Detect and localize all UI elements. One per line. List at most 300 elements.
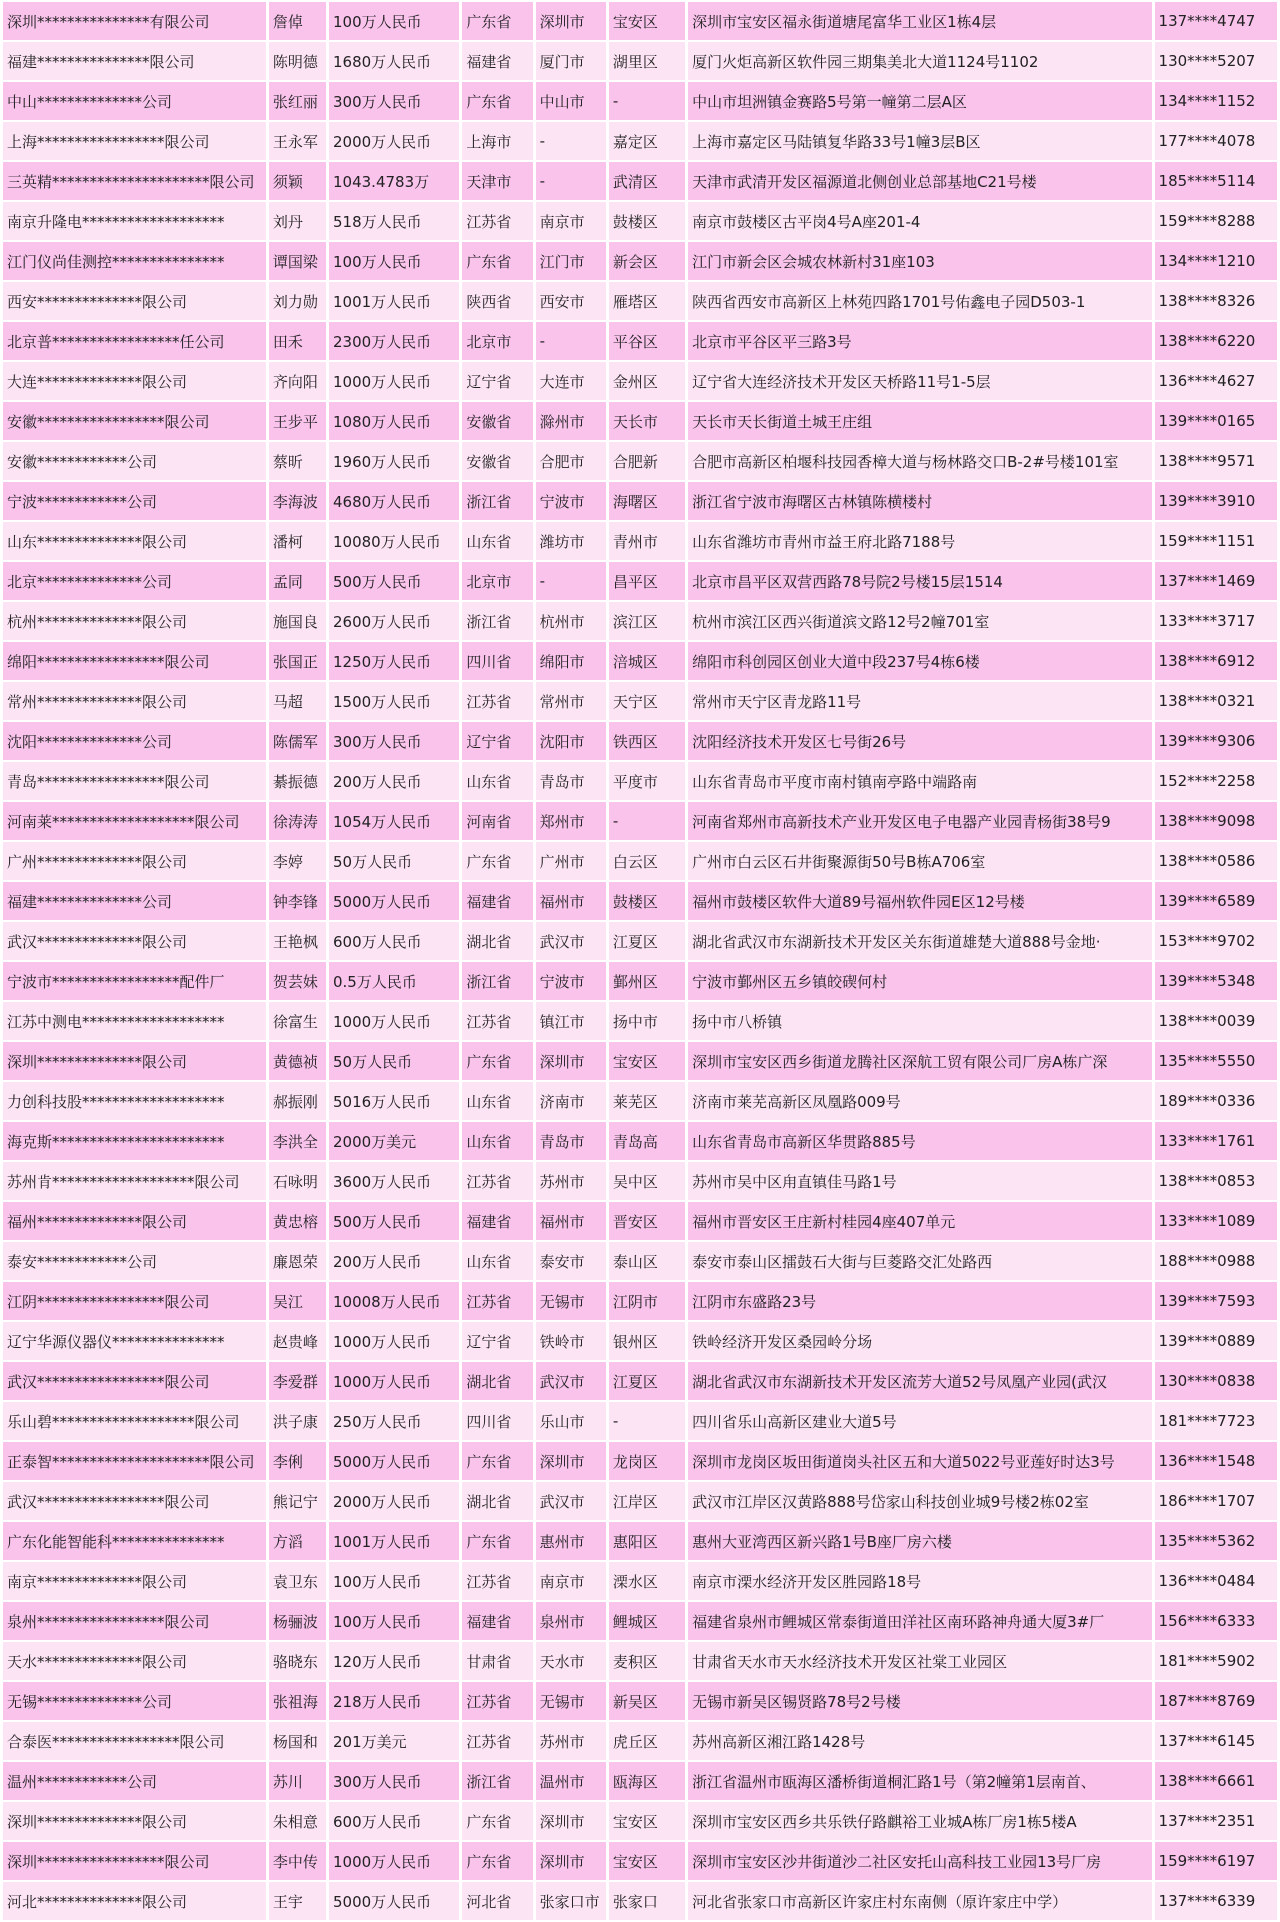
city-cell: 绵阳市 [536, 642, 606, 680]
legal-person-cell: 杨国和 [269, 1722, 326, 1760]
phone-cell: 159****6197 [1155, 1842, 1277, 1880]
city-cell: 镇江市 [536, 1002, 606, 1040]
city-cell: 泉州市 [536, 1602, 606, 1640]
district-cell: 江岸区 [609, 1482, 685, 1520]
company-name-cell: 辽宁华源仪器仪*************** [3, 1322, 266, 1360]
company-name-cell: 安徽*****************限公司 [3, 402, 266, 440]
phone-cell: 136****4627 [1155, 362, 1277, 400]
district-cell: 鄞州区 [609, 962, 685, 1000]
phone-cell: 159****1151 [1155, 522, 1277, 560]
company-name-cell: 深圳***************有限公司 [3, 2, 266, 40]
district-cell: 鲤城区 [609, 1602, 685, 1640]
phone-cell: 133****3717 [1155, 602, 1277, 640]
city-cell: 宁波市 [536, 962, 606, 1000]
registered-capital-cell: 300万人民币 [329, 722, 459, 760]
phone-cell: 138****0586 [1155, 842, 1277, 880]
legal-person-cell: 方滔 [269, 1522, 326, 1560]
legal-person-cell: 熊记宁 [269, 1482, 326, 1520]
company-name-cell: 北京普*****************任公司 [3, 322, 266, 360]
phone-cell: 138****8326 [1155, 282, 1277, 320]
city-cell: - [536, 162, 606, 200]
address-cell: 南京市鼓楼区古平岗4号A座201-4 [688, 202, 1151, 240]
table-row [3, 722, 1277, 760]
registered-capital-cell: 10008万人民币 [329, 1282, 459, 1320]
company-name-cell: 南京**************限公司 [3, 1562, 266, 1600]
table-row [3, 42, 1277, 80]
city-cell: 福州市 [536, 1202, 606, 1240]
phone-cell: 133****1761 [1155, 1122, 1277, 1160]
table-row [3, 602, 1277, 640]
province-cell: 上海市 [462, 122, 532, 160]
phone-cell: 138****9098 [1155, 802, 1277, 840]
company-name-cell: 杭州**************限公司 [3, 602, 266, 640]
district-cell: 晋安区 [609, 1202, 685, 1240]
phone-cell: 139****0165 [1155, 402, 1277, 440]
company-name-cell: 宁波************公司 [3, 482, 266, 520]
address-cell: 深圳市宝安区福永街道塘尾富华工业区1栋4层 [688, 2, 1151, 40]
province-cell: 山东省 [462, 1122, 532, 1160]
legal-person-cell: 王宇 [269, 1882, 326, 1920]
table-row [3, 162, 1277, 200]
province-cell: 浙江省 [462, 1762, 532, 1800]
province-cell: 湖北省 [462, 1482, 532, 1520]
address-cell: 惠州大亚湾西区新兴路1号B座厂房六楼 [688, 1522, 1151, 1560]
province-cell: 广东省 [462, 842, 532, 880]
district-cell: 青岛高 [609, 1122, 685, 1160]
registered-capital-cell: 100万人民币 [329, 1602, 459, 1640]
table-row [3, 1282, 1277, 1320]
address-cell: 北京市昌平区双营西路78号院2号楼15层1514 [688, 562, 1151, 600]
district-cell: 嘉定区 [609, 122, 685, 160]
province-cell: 辽宁省 [462, 362, 532, 400]
province-cell: 山东省 [462, 522, 532, 560]
city-cell: 深圳市 [536, 1842, 606, 1880]
district-cell: 莱芜区 [609, 1082, 685, 1120]
address-cell: 北京市平谷区平三路3号 [688, 322, 1151, 360]
legal-person-cell: 廉恩荣 [269, 1242, 326, 1280]
company-name-cell: 乐山碧*******************限公司 [3, 1402, 266, 1440]
company-name-cell: 河北**************限公司 [3, 1882, 266, 1920]
phone-cell: 134****1210 [1155, 242, 1277, 280]
table-row [3, 682, 1277, 720]
province-cell: 辽宁省 [462, 722, 532, 760]
district-cell: 江阴市 [609, 1282, 685, 1320]
table-row [3, 1242, 1277, 1280]
legal-person-cell: 张红丽 [269, 82, 326, 120]
city-cell: 武汉市 [536, 1362, 606, 1400]
district-cell: 张家口 [609, 1882, 685, 1920]
phone-cell: 138****0039 [1155, 1002, 1277, 1040]
company-name-cell: 沈阳**************公司 [3, 722, 266, 760]
city-cell: - [536, 322, 606, 360]
address-cell: 厦门火炬高新区软件园三期集美北大道1124号1102 [688, 42, 1151, 80]
province-cell: 福建省 [462, 1202, 532, 1240]
legal-person-cell: 杨骊波 [269, 1602, 326, 1640]
city-cell: 温州市 [536, 1762, 606, 1800]
company-name-cell: 福建**************公司 [3, 882, 266, 920]
table-row [3, 282, 1277, 320]
company-name-cell: 绵阳*****************限公司 [3, 642, 266, 680]
legal-person-cell: 陈明德 [269, 42, 326, 80]
table-row [3, 1682, 1277, 1720]
district-cell: 江夏区 [609, 922, 685, 960]
table-row [3, 322, 1277, 360]
province-cell: 广东省 [462, 82, 532, 120]
province-cell: 浙江省 [462, 482, 532, 520]
company-name-cell: 福建***************限公司 [3, 42, 266, 80]
phone-cell: 137****6145 [1155, 1722, 1277, 1760]
address-cell: 河北省张家口市高新区许家庄村东南侧（原许家庄中学） [688, 1882, 1151, 1920]
city-cell: - [536, 122, 606, 160]
phone-cell: 138****0321 [1155, 682, 1277, 720]
address-cell: 四川省乐山高新区建业大道5号 [688, 1402, 1151, 1440]
city-cell: 中山市 [536, 82, 606, 120]
province-cell: 江苏省 [462, 1162, 532, 1200]
address-cell: 浙江省温州市瓯海区潘桥街道桐汇路1号（第2幢第1层南首、 [688, 1762, 1151, 1800]
phone-cell: 133****1089 [1155, 1202, 1277, 1240]
legal-person-cell: 谭国梁 [269, 242, 326, 280]
table-row [3, 202, 1277, 240]
table-row [3, 242, 1277, 280]
company-name-cell: 泰安************公司 [3, 1242, 266, 1280]
registered-capital-cell: 1000万人民币 [329, 1362, 459, 1400]
address-cell: 无锡市新吴区锡贤路78号2号楼 [688, 1682, 1151, 1720]
city-cell: 张家口市 [536, 1882, 606, 1920]
address-cell: 山东省青岛市高新区华贯路885号 [688, 1122, 1151, 1160]
legal-person-cell: 陈儒军 [269, 722, 326, 760]
legal-person-cell: 黄德祯 [269, 1042, 326, 1080]
table-row [3, 762, 1277, 800]
company-name-cell: 上海*****************限公司 [3, 122, 266, 160]
province-cell: 安徽省 [462, 442, 532, 480]
legal-person-cell: 王永军 [269, 122, 326, 160]
district-cell: 银州区 [609, 1322, 685, 1360]
district-cell: 惠阳区 [609, 1522, 685, 1560]
city-cell: 大连市 [536, 362, 606, 400]
district-cell: 青州市 [609, 522, 685, 560]
phone-cell: 186****1707 [1155, 1482, 1277, 1520]
legal-person-cell: 綦振德 [269, 762, 326, 800]
address-cell: 武汉市江岸区汉黄路888号岱家山科技创业城9号楼2栋02室 [688, 1482, 1151, 1520]
legal-person-cell: 孟同 [269, 562, 326, 600]
province-cell: 陕西省 [462, 282, 532, 320]
company-name-cell: 大连**************限公司 [3, 362, 266, 400]
registered-capital-cell: 5016万人民币 [329, 1082, 459, 1120]
table-row [3, 1762, 1277, 1800]
district-cell: 龙岗区 [609, 1442, 685, 1480]
phone-cell: 188****0988 [1155, 1242, 1277, 1280]
legal-person-cell: 田禾 [269, 322, 326, 360]
registered-capital-cell: 50万人民币 [329, 1042, 459, 1080]
address-cell: 苏州高新区湘江路1428号 [688, 1722, 1151, 1760]
legal-person-cell: 王艳枫 [269, 922, 326, 960]
table-row [3, 1642, 1277, 1680]
registered-capital-cell: 5000万人民币 [329, 882, 459, 920]
address-cell: 中山市坦洲镇金赛路5号第一幢第二层A区 [688, 82, 1151, 120]
address-cell: 陕西省西安市高新区上林苑四路1701号佑鑫电子园D503-1 [688, 282, 1151, 320]
district-cell: 宝安区 [609, 1042, 685, 1080]
province-cell: 四川省 [462, 1402, 532, 1440]
legal-person-cell: 李海波 [269, 482, 326, 520]
district-cell: 吴中区 [609, 1162, 685, 1200]
company-name-cell: 福州**************限公司 [3, 1202, 266, 1240]
city-cell: 福州市 [536, 882, 606, 920]
registered-capital-cell: 1043.4783万 [329, 162, 459, 200]
registered-capital-cell: 1001万人民币 [329, 1522, 459, 1560]
address-cell: 山东省潍坊市青州市益王府北路7188号 [688, 522, 1151, 560]
province-cell: 安徽省 [462, 402, 532, 440]
registered-capital-cell: 1054万人民币 [329, 802, 459, 840]
company-name-cell: 三英精*********************限公司 [3, 162, 266, 200]
city-cell: 青岛市 [536, 1122, 606, 1160]
company-name-cell: 山东**************限公司 [3, 522, 266, 560]
company-name-cell: 常州**************限公司 [3, 682, 266, 720]
province-cell: 广东省 [462, 1042, 532, 1080]
table-row [3, 482, 1277, 520]
city-cell: 南京市 [536, 202, 606, 240]
legal-person-cell: 李婷 [269, 842, 326, 880]
table-row [3, 1322, 1277, 1360]
company-name-cell: 河南莱*******************限公司 [3, 802, 266, 840]
table-row [3, 1042, 1277, 1080]
legal-person-cell: 袁卫东 [269, 1562, 326, 1600]
registered-capital-cell: 0.5万人民币 [329, 962, 459, 1000]
city-cell: 天水市 [536, 1642, 606, 1680]
legal-person-cell: 李爱群 [269, 1362, 326, 1400]
address-cell: 江阴市东盛路23号 [688, 1282, 1151, 1320]
district-cell: 天长市 [609, 402, 685, 440]
table-row [3, 442, 1277, 480]
city-cell: 乐山市 [536, 1402, 606, 1440]
address-cell: 沈阳经济技术开发区七号街26号 [688, 722, 1151, 760]
address-cell: 济南市莱芜高新区凤凰路009号 [688, 1082, 1151, 1120]
city-cell: 常州市 [536, 682, 606, 720]
district-cell: 瓯海区 [609, 1762, 685, 1800]
legal-person-cell: 石咏明 [269, 1162, 326, 1200]
company-name-cell: 西安**************限公司 [3, 282, 266, 320]
table-row [3, 1202, 1277, 1240]
table-row [3, 1802, 1277, 1840]
phone-cell: 139****9306 [1155, 722, 1277, 760]
registered-capital-cell: 4680万人民币 [329, 482, 459, 520]
registered-capital-cell: 2000万人民币 [329, 1482, 459, 1520]
district-cell: 新会区 [609, 242, 685, 280]
district-cell: 宝安区 [609, 1802, 685, 1840]
province-cell: 江苏省 [462, 1682, 532, 1720]
table-body [3, 2, 1277, 1920]
table-row [3, 1482, 1277, 1520]
phone-cell: 138****0853 [1155, 1162, 1277, 1200]
legal-person-cell: 李中传 [269, 1842, 326, 1880]
phone-cell: 177****4078 [1155, 122, 1277, 160]
city-cell: 济南市 [536, 1082, 606, 1120]
city-cell: 广州市 [536, 842, 606, 880]
address-cell: 广州市白云区石井街聚源街50号B栋A706室 [688, 842, 1151, 880]
company-name-cell: 江苏中测电******************* [3, 1002, 266, 1040]
province-cell: 广东省 [462, 1842, 532, 1880]
table-row [3, 802, 1277, 840]
company-name-cell: 海克斯*********************** [3, 1122, 266, 1160]
province-cell: 山东省 [462, 1242, 532, 1280]
table-row [3, 1842, 1277, 1880]
table-row [3, 1002, 1277, 1040]
legal-person-cell: 张祖海 [269, 1682, 326, 1720]
district-cell: 白云区 [609, 842, 685, 880]
phone-cell: 138****6661 [1155, 1762, 1277, 1800]
phone-cell: 139****5348 [1155, 962, 1277, 1000]
city-cell: 郑州市 [536, 802, 606, 840]
province-cell: 广东省 [462, 1442, 532, 1480]
city-cell: 沈阳市 [536, 722, 606, 760]
company-name-cell: 合泰医*****************限公司 [3, 1722, 266, 1760]
legal-person-cell: 洪子康 [269, 1402, 326, 1440]
city-cell: 深圳市 [536, 1042, 606, 1080]
city-cell: 深圳市 [536, 1442, 606, 1480]
province-cell: 广东省 [462, 1802, 532, 1840]
table-row [3, 1162, 1277, 1200]
district-cell: 扬中市 [609, 1002, 685, 1040]
company-name-cell: 武汉*****************限公司 [3, 1482, 266, 1520]
legal-person-cell: 吴江 [269, 1282, 326, 1320]
district-cell: 滨江区 [609, 602, 685, 640]
legal-person-cell: 黄忠榕 [269, 1202, 326, 1240]
registered-capital-cell: 100万人民币 [329, 1562, 459, 1600]
legal-person-cell: 赵贵峰 [269, 1322, 326, 1360]
legal-person-cell: 徐涛涛 [269, 802, 326, 840]
registered-capital-cell: 600万人民币 [329, 1802, 459, 1840]
registered-capital-cell: 1680万人民币 [329, 42, 459, 80]
province-cell: 江苏省 [462, 682, 532, 720]
phone-cell: 137****4747 [1155, 2, 1277, 40]
phone-cell: 137****1469 [1155, 562, 1277, 600]
registered-capital-cell: 500万人民币 [329, 562, 459, 600]
address-cell: 湖北省武汉市东湖新技术开发区关东街道雄楚大道888号金地· [688, 922, 1151, 960]
registered-capital-cell: 2600万人民币 [329, 602, 459, 640]
registered-capital-cell: 518万人民币 [329, 202, 459, 240]
table-row [3, 1122, 1277, 1160]
phone-cell: 135****5550 [1155, 1042, 1277, 1080]
province-cell: 福建省 [462, 1602, 532, 1640]
address-cell: 福州市晋安区王庄新村桂园4座407单元 [688, 1202, 1151, 1240]
legal-person-cell: 张国正 [269, 642, 326, 680]
district-cell: 铁西区 [609, 722, 685, 760]
legal-person-cell: 钟李锋 [269, 882, 326, 920]
address-cell: 山东省青岛市平度市南村镇南亭路中端路南 [688, 762, 1151, 800]
city-cell: 杭州市 [536, 602, 606, 640]
province-cell: 湖北省 [462, 922, 532, 960]
district-cell: 泰山区 [609, 1242, 685, 1280]
district-cell: 麦积区 [609, 1642, 685, 1680]
table-row [3, 1722, 1277, 1760]
phone-cell: 138****9571 [1155, 442, 1277, 480]
province-cell: 辽宁省 [462, 1322, 532, 1360]
phone-cell: 181****7723 [1155, 1402, 1277, 1440]
district-cell: 江夏区 [609, 1362, 685, 1400]
district-cell: 合肥新 [609, 442, 685, 480]
registered-capital-cell: 201万美元 [329, 1722, 459, 1760]
company-name-cell: 深圳**************限公司 [3, 1802, 266, 1840]
address-cell: 南京市溧水经济开发区胜园路18号 [688, 1562, 1151, 1600]
province-cell: 山东省 [462, 1082, 532, 1120]
phone-cell: 139****3910 [1155, 482, 1277, 520]
company-name-cell: 广州**************限公司 [3, 842, 266, 880]
registered-capital-cell: 2000万美元 [329, 1122, 459, 1160]
company-name-cell: 温州************公司 [3, 1762, 266, 1800]
table-row [3, 362, 1277, 400]
city-cell: 武汉市 [536, 922, 606, 960]
table-row [3, 922, 1277, 960]
phone-cell: 136****1548 [1155, 1442, 1277, 1480]
address-cell: 河南省郑州市高新技术产业开发区电子电器产业园青杨街38号9 [688, 802, 1151, 840]
phone-cell: 139****6589 [1155, 882, 1277, 920]
province-cell: 江苏省 [462, 1562, 532, 1600]
legal-person-cell: 施国良 [269, 602, 326, 640]
registered-capital-cell: 100万人民币 [329, 2, 459, 40]
address-cell: 宁波市鄞州区五乡镇皎碶何村 [688, 962, 1151, 1000]
phone-cell: 189****0336 [1155, 1082, 1277, 1120]
address-cell: 天长市天长街道土城王庄组 [688, 402, 1151, 440]
city-cell: 深圳市 [536, 1802, 606, 1840]
city-cell: 惠州市 [536, 1522, 606, 1560]
legal-person-cell: 潘柯 [269, 522, 326, 560]
legal-person-cell: 李俐 [269, 1442, 326, 1480]
legal-person-cell: 詹倬 [269, 2, 326, 40]
registered-capital-cell: 200万人民币 [329, 762, 459, 800]
registered-capital-cell: 3600万人民币 [329, 1162, 459, 1200]
company-name-cell: 深圳*****************限公司 [3, 1842, 266, 1880]
company-name-cell: 泉州*****************限公司 [3, 1602, 266, 1640]
registered-capital-cell: 1000万人民币 [329, 1842, 459, 1880]
company-name-cell: 广东化能智能科*************** [3, 1522, 266, 1560]
phone-cell: 138****6220 [1155, 322, 1277, 360]
legal-person-cell: 齐向阳 [269, 362, 326, 400]
district-cell: 平度市 [609, 762, 685, 800]
phone-cell: 153****9702 [1155, 922, 1277, 960]
registered-capital-cell: 100万人民币 [329, 242, 459, 280]
address-cell: 合肥市高新区柏堰科技园香樟大道与杨林路交口B-2#号楼101室 [688, 442, 1151, 480]
city-cell: - [536, 562, 606, 600]
phone-cell: 130****0838 [1155, 1362, 1277, 1400]
registered-capital-cell: 1000万人民币 [329, 1322, 459, 1360]
city-cell: 铁岭市 [536, 1322, 606, 1360]
phone-cell: 159****8288 [1155, 202, 1277, 240]
legal-person-cell: 刘丹 [269, 202, 326, 240]
city-cell: 武汉市 [536, 1482, 606, 1520]
registered-capital-cell: 1500万人民币 [329, 682, 459, 720]
legal-person-cell: 苏川 [269, 1762, 326, 1800]
table-row [3, 842, 1277, 880]
table-row [3, 1362, 1277, 1400]
registered-capital-cell: 50万人民币 [329, 842, 459, 880]
city-cell: 西安市 [536, 282, 606, 320]
address-cell: 杭州市滨江区西兴街道滨文路12号2幢701室 [688, 602, 1151, 640]
province-cell: 江苏省 [462, 1722, 532, 1760]
district-cell: 鼓楼区 [609, 882, 685, 920]
table-row [3, 1562, 1277, 1600]
registered-capital-cell: 600万人民币 [329, 922, 459, 960]
company-name-cell: 武汉*****************限公司 [3, 1362, 266, 1400]
registered-capital-cell: 1000万人民币 [329, 1002, 459, 1040]
province-cell: 江苏省 [462, 202, 532, 240]
city-cell: 合肥市 [536, 442, 606, 480]
phone-cell: 139****7593 [1155, 1282, 1277, 1320]
table-row [3, 1082, 1277, 1120]
address-cell: 苏州市吴中区甪直镇佳马路1号 [688, 1162, 1151, 1200]
province-cell: 北京市 [462, 562, 532, 600]
address-cell: 福州市鼓楼区软件大道89号福州软件园E区12号楼 [688, 882, 1151, 920]
registered-capital-cell: 10080万人民币 [329, 522, 459, 560]
address-cell: 上海市嘉定区马陆镇复华路33号1幢3层B区 [688, 122, 1151, 160]
